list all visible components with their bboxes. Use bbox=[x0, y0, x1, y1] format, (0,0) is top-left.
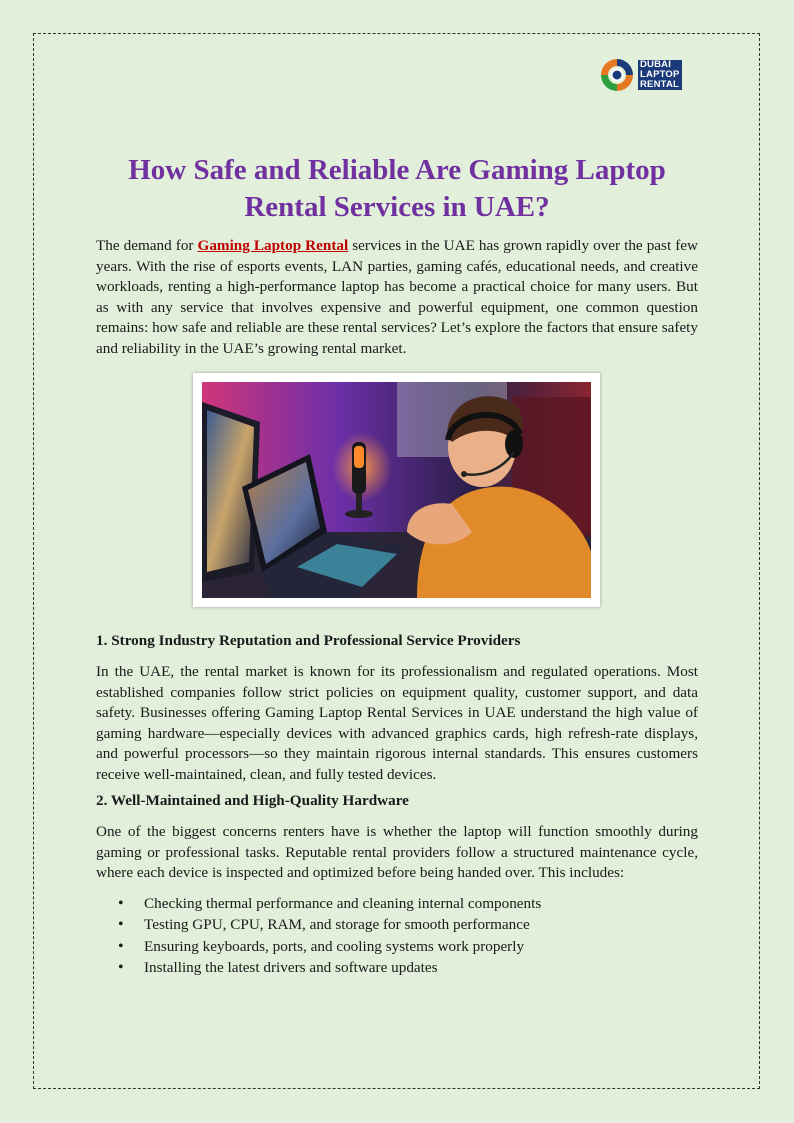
section-1-body: In the UAE, the rental market is known for its professionalism and regulated operations. Most established companies follow strict policies on equipment quality, customer support, and data safety. Businesses offering Gaming Laptop Rental Services in UAE understand the high value of gaming hardware—especially devices with advanced graphics cards, high refresh-rate displays, and powerful processors—so they maintain rigorous internal standards. This ensures customers receive well-maintained, clean, and fully tested devices. bbox=[96, 663, 698, 783]
intro-paragraph bbox=[96, 236, 698, 360]
intro-text-before: The demand for bbox=[96, 237, 198, 254]
gaming-laptop-rental-link[interactable]: Gaming Laptop Rental bbox=[197, 237, 349, 254]
logo-wordmark bbox=[638, 60, 682, 90]
section-2-body: One of the biggest concerns renters have is whether the laptop will function smoothly during gaming or professional tasks. Reputable rental providers follow a structured maintenance cycle, where each device is inspected and optimized before being handed over. This includes: bbox=[96, 823, 698, 882]
intro-text-after: services in the UAE has grown rapidly over the past few years. With the rise of esports events, LAN parties, gaming cafés, educational needs, and creative workloads, renting a high-performance laptop has become a practical choice for many users. But as with any service that involves expensive and powerful equipment, one common question remains: how safe and reliable are these rental services? Let’s explore the factors that ensure safety and reliability in the UAE’s growing rental market. bbox=[96, 237, 698, 357]
maintenance-checklist bbox=[96, 893, 698, 979]
logo-line-3: RENTAL bbox=[638, 80, 682, 90]
list-item: • Ensuring keyboards, ports, and cooling systems work properly bbox=[96, 936, 698, 957]
list-item: • Checking thermal performance and cleaning internal components bbox=[96, 893, 698, 914]
hero-image-frame bbox=[193, 373, 600, 607]
hero-image-gamer-with-laptop bbox=[202, 382, 591, 598]
logo-swirl-icon bbox=[598, 56, 636, 94]
list-item: • Installing the latest drivers and software updates bbox=[96, 957, 698, 978]
list-item: • Testing GPU, CPU, RAM, and storage for smooth performance bbox=[96, 914, 698, 935]
section-2-heading: 2. Well-Maintained and High-Quality Hardware bbox=[96, 792, 409, 809]
company-logo[interactable] bbox=[598, 56, 690, 94]
section-1-heading: 1. Strong Industry Reputation and Professional Service Providers bbox=[96, 632, 521, 649]
logo-line-1: DUBAI bbox=[638, 60, 682, 70]
logo-line-2: LAPTOP bbox=[640, 69, 680, 80]
page-title: How Safe and Reliable Are Gaming Laptop Rental Services in UAE? bbox=[128, 154, 666, 223]
